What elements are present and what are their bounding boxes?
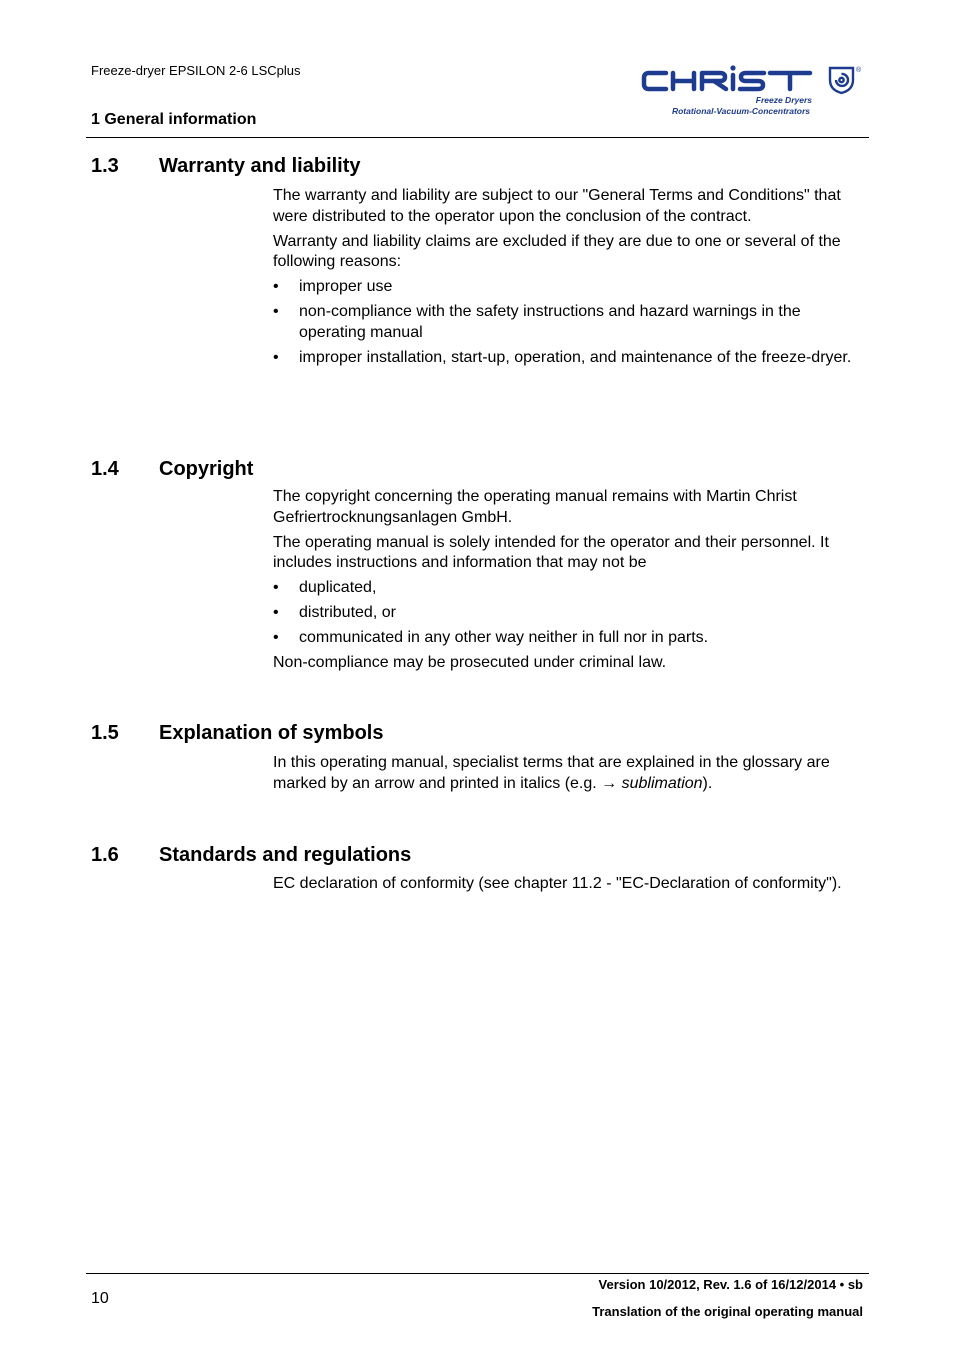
section-title-symbols: Explanation of symbols <box>159 722 384 744</box>
paragraph: The copyright concerning the operating manual remains with Martin Christ Gefriertrocknungsanlagen GmbH. <box>273 488 797 526</box>
section-number: 1.5 <box>91 722 119 744</box>
paragraph <box>273 753 863 794</box>
list-item: • improper use <box>273 277 863 298</box>
glossary-term-example: sublimation <box>621 774 703 792</box>
version-info: Version 10/2012, Rev. 1.6 of 16/12/2014 • sb <box>598 1277 863 1292</box>
text-run: In this operating manual, specialist terms that are explained in the glossary are marked by an arrow and printed in italics (e.g. → <box>273 754 830 792</box>
list-item: • non-compliance with the safety instructions and hazard warnings in the operating manual <box>273 302 863 343</box>
paragraph: The operating manual is solely intended for the operator and their personnel. It includes instructions and information that may not be <box>273 533 829 571</box>
section-number: 1.4 <box>91 458 119 480</box>
bullet-list <box>273 578 863 649</box>
bullet-list <box>273 277 863 368</box>
paragraph: EC declaration of conformity (see chapter 11.2 - "EC-Declaration of conformity"). <box>273 875 842 892</box>
page-number: 10 <box>91 1290 109 1307</box>
logo-line-freeze-dryers: Freeze Dryers <box>755 95 812 105</box>
christ-logo <box>640 62 868 120</box>
section-title-warranty: Warranty and liability <box>159 155 361 177</box>
section-body-symbols <box>273 753 863 799</box>
section-body-standards <box>273 874 863 899</box>
footer-rule <box>86 1273 869 1274</box>
section-title-standards: Standards and regulations <box>159 844 412 866</box>
list-item: • duplicated, <box>273 578 863 599</box>
list-item: • distributed, or <box>273 603 863 624</box>
paragraph: The warranty and liability are subject to our "General Terms and Conditions" that were distributed to the operator upon the conclusion of the contract. <box>273 187 841 225</box>
translation-note: Translation of the original operating manual <box>592 1304 863 1319</box>
paragraph: Warranty and liability claims are excluded if they are due to one or several of the following reasons: <box>273 232 841 270</box>
header-rule <box>86 137 869 138</box>
paragraph: Non-compliance may be prosecuted under criminal law. <box>273 654 667 671</box>
section-title-copyright: Copyright <box>159 458 254 480</box>
chapter-heading: 1 General information <box>91 111 257 128</box>
section-body-warranty <box>273 186 863 373</box>
section-body-copyright <box>273 487 863 678</box>
list-item: • communicated in any other way neither in full nor in parts. <box>273 628 863 649</box>
logo-line-rvc: Rotational-Vacuum-Concentrators <box>671 106 810 116</box>
text-run: ). <box>702 774 713 792</box>
list-item: • improper installation, start-up, operation, and maintenance of the freeze-dryer. <box>273 348 863 369</box>
section-number: 1.6 <box>91 844 119 866</box>
registered-mark: ® <box>856 67 862 74</box>
christ-logo-graphic <box>640 62 868 120</box>
section-number: 1.3 <box>91 155 119 177</box>
document-product-title: Freeze-dryer EPSILON 2-6 LSCplus <box>91 63 301 78</box>
